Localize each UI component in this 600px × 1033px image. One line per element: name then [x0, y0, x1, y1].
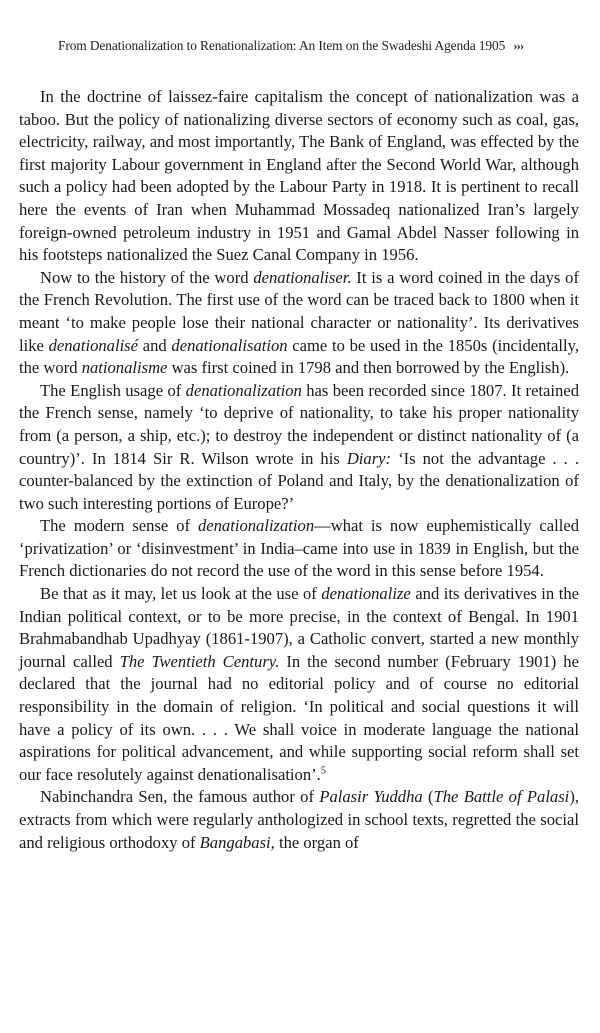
running-head [58, 38, 578, 54]
text-run: Nabinchandra Sen, the famous author of [40, 787, 320, 807]
italic-term: Palasir Yuddha [319, 787, 423, 807]
italic-term: denationalize [321, 584, 411, 604]
text-run: In the doctrine of laissez-faire capitalism the concept of nationalization was a taboo. But the policy of nationalizing diverse sectors of economy such as coal, gas, electricity, railway, and most importantly, The Bank of England, was effected by the first majority Labour government in England after the Second World War, although such a policy had been adopted by the Labour Party in 1918. It is pertinent to recall here the events of Iran when Muhammad Mossadeq nationalized Iran’s largely foreign-owned petroleum industry in 1951 and Gamal Abdel Nasser following in his footsteps nationalized the Suez Canal Company in 1956. [19, 87, 579, 265]
italic-term: denationalization [197, 516, 315, 536]
italic-term: The Battle of Palasi [433, 787, 570, 807]
body-text [19, 86, 579, 854]
paragraph [19, 515, 579, 583]
paragraph [19, 583, 579, 786]
text-run: ( [422, 787, 434, 807]
italic-term: denationalization [185, 380, 302, 400]
running-head-mark: ››› [513, 38, 524, 53]
paragraph [19, 380, 579, 516]
text-run: the organ of [274, 832, 359, 852]
italic-term: Diary: [346, 448, 392, 468]
text-run: ‘Is not the advantage . . . counter-balanced by the extinction of Poland and Italy, by the denationalization of two such interesting portions of Europe?’ [19, 448, 579, 513]
text-run: and [138, 335, 172, 355]
footnote-marker: 5 [320, 765, 326, 777]
paragraph [19, 786, 579, 854]
italic-term: Bangabasi, [199, 832, 275, 852]
text-run: ), extracts from which were regularly anthologized in school texts, regretted the social and religious orthodoxy of [19, 787, 579, 852]
text-run: In the second number (February 1901) he declared that the journal had no editorial policy and of course no editorial responsibility in the domain of religion. ‘In political and social questions it will have a policy of its own. . . . We shall voice in moderate language the national aspirations for political advancement, and while supporting social reform shall set our face resolutely against denationalisation’. [19, 651, 579, 784]
text-run: It is a word coined in the days of the French Revolution. The first use of the word can be traced back to 1800 when it meant ‘to make people lose their national character or nationality’. Its derivatives like [19, 267, 579, 355]
italic-term: denationalisation [171, 335, 288, 355]
italic-term: nationalisme [81, 358, 168, 378]
text-run: —what is now euphemistically called ‘privatization’ or ‘disinvestment’ in India–came into use in 1839 in English, but the French dictionaries do not record the use of the word in this sense before 1954. [19, 516, 579, 581]
text-run: Be that as it may, let us look at the use of [40, 584, 322, 604]
text-run: The English usage of [40, 380, 186, 400]
text-run: The modern sense of [40, 516, 198, 536]
text-run: Now to the history of the word [40, 267, 254, 287]
italic-term: The Twentieth Century. [119, 651, 280, 671]
italic-term: denationalisé [48, 335, 139, 355]
text-run: and its derivatives in the Indian political context, or to be more precise, in the context of Bengal. In 1901 Brahmabandhab Upadhyay (1861-1907), a Catholic convert, started a new monthly journal called [19, 584, 580, 671]
text-run: came to be used in the 1850s (incidentally, the word [19, 335, 579, 378]
running-head-title: From Denationalization to Renationalization: An Item on the Swadeshi Agenda 1905 [58, 38, 506, 53]
paragraph [19, 86, 579, 267]
paragraph [19, 267, 579, 380]
italic-term: denationaliser. [253, 267, 352, 287]
text-run: was first coined in 1798 and then borrowed by the English). [167, 358, 570, 378]
text-run: has been recorded since 1807. It retained the French sense, namely ‘to deprive of nationality, to take his proper nationality from (a person, a ship, etc.); to destroy the independent or distinct nationality of (a country)’. In 1814 Sir R. Wilson wrote in his [19, 380, 579, 468]
